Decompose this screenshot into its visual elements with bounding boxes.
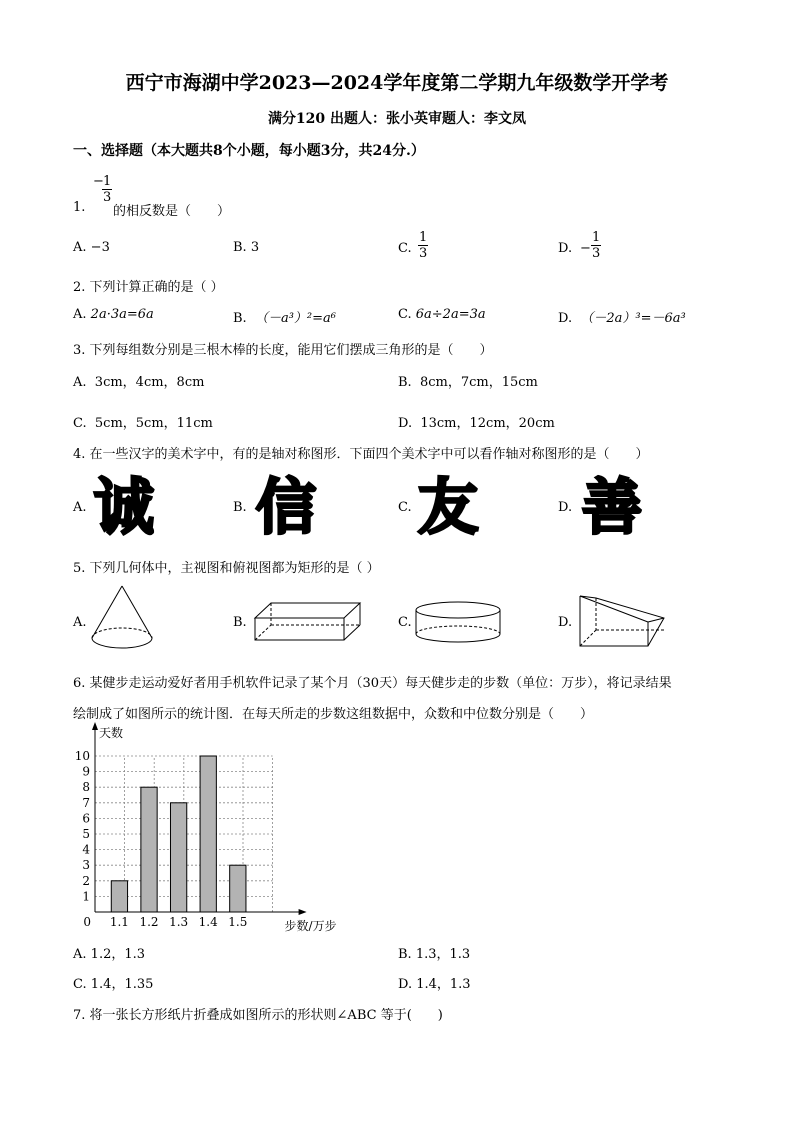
option-label: A. [73,240,87,255]
option-label: D. [558,311,573,326]
x-tick-label: 1.3 [169,915,189,929]
option-label: A. [73,947,87,962]
option-text: 3cm，4cm，8cm [94,375,205,390]
fraction-numerator: 1 [592,230,601,245]
q3-option-c [73,412,213,431]
question-1-fraction [102,174,112,205]
option-text: 2a·3a=6a [90,307,154,322]
cuboid-icon [252,600,364,644]
fraction-numerator: 1 [103,174,112,189]
q4-option-c-label: C. [398,500,412,515]
option-fraction [591,230,601,261]
question-5: 5. 下列几何体中，主视图和俯视图都为矩形的是（ ） [73,561,380,576]
section-heading: 一、选择题（本大题共8个小题，每小题3分，共24分.） [73,143,425,159]
option-label: D. [398,416,413,431]
option-text: 1.2，1.3 [90,947,146,962]
q4-option-d-label: D. [558,500,573,515]
option-text: 1.3，1.3 [415,947,471,962]
option-text: 8cm，7cm，15cm [419,375,538,390]
option-label: B. [398,947,412,962]
page-title: 西宁市海湖中学2023—2024学年度第二学期九年级数学开学考 [125,72,669,94]
bar-1.3 [170,803,186,912]
option-text: 1.4，1.35 [90,977,154,992]
option-label: A. [73,375,87,390]
question-2: 2. 下列计算正确的是（ ） [73,280,224,295]
y-tick-label: 10 [74,749,90,763]
bar-1.1 [111,881,127,912]
question-6-line-1: 6. 某健步走运动爱好者用手机软件记录了某个月（30天）每天健步走的步数（单位：万步），将记录结果 [73,676,672,691]
x-axis-arrow [299,909,307,915]
cylinder-icon [414,600,504,646]
option-label: C. [73,977,87,992]
q4-option-a-label: A. [73,500,87,515]
q6-option-d [398,973,471,992]
fraction-denominator: 3 [419,246,428,261]
option-label: A. [73,307,87,322]
option-text: 1.4，1.3 [416,977,471,992]
bar-1.2 [141,787,157,912]
question-1-minus: − [93,174,104,189]
q1-option-b [233,240,259,255]
q4-option-b-label: B. [233,500,247,515]
q5-option-b-label: B. [233,615,247,630]
q2-option-d [558,307,686,326]
question-1-number: 1. [73,200,86,215]
q6-option-a [73,943,145,962]
q4-option-a-char: 诚 [94,473,154,543]
q6-option-b [398,943,470,962]
x-tick-label: 1.4 [198,915,218,929]
option-text: 3 [250,240,260,255]
y-tick-label: 7 [82,795,90,810]
q2-option-a [73,307,154,322]
bar-chart [60,720,360,940]
q1-option-a [73,240,110,255]
option-label: B. [233,311,247,326]
y-axis-title: 天数 [99,726,124,740]
option-label: B. [398,375,412,390]
y-tick-label: 1 [82,889,90,904]
option-fraction [418,230,428,261]
option-label: D. [558,241,573,256]
bar-1.4 [200,756,216,912]
fraction-numerator: 1 [419,230,428,245]
question-3: 3. 下列每组数分别是三根木棒的长度，能用它们摆成三角形的是（ ） [73,343,493,358]
option-text: （－a³）²=a⁶ [254,311,336,326]
q6-option-c [73,973,153,992]
q5-option-a-label: A. [73,615,87,630]
q5-option-d-label: D. [558,615,573,630]
bar-1.5 [230,865,246,912]
y-tick-label: 5 [82,827,90,841]
y-tick-label: 4 [82,842,90,857]
option-text: 13cm，12cm，20cm [420,416,555,431]
option-label: B. [233,240,247,255]
question-1-text: 的相反数是（ ） [113,204,231,219]
x-axis-title: 步数/万步 [284,919,337,933]
y-tick-label: 2 [82,873,90,888]
q4-option-b-char: 信 [256,473,316,543]
x-tick-label: 1.2 [139,915,159,929]
option-label: C. [73,416,87,431]
option-label: C. [398,307,412,322]
x-tick-label: 1.1 [109,915,129,929]
option-text: 6a÷2a=3a [415,307,486,322]
q4-option-d-char: 善 [582,473,642,543]
y-axis-arrow [92,722,98,730]
q3-option-a [73,371,204,390]
q2-option-c [398,307,486,322]
triangular-prism-icon [576,594,668,650]
question-7: 7. 将一张长方形纸片折叠成如图所示的形状则∠ABC 等于( ) [73,1008,443,1023]
q3-option-b [398,371,538,390]
q2-option-b [233,307,336,326]
fraction-denominator: 3 [592,246,601,261]
option-text: （－2a）³=－6a³ [580,311,686,326]
y-tick-label: 6 [82,811,90,826]
option-minus: − [580,241,591,256]
fraction-denominator: 3 [103,190,112,205]
question-4: 4. 在一些汉字的美术字中，有的是轴对称图形．下面四个美术字中可以看作轴对称图形的是（ ） [73,447,649,462]
option-text: −3 [90,240,110,255]
cone-icon [88,584,158,656]
question-6-line-2: 绘制成了如图所示的统计图．在每天所走的步数这组数据中，众数和中位数分别是（ ） [73,707,594,722]
y-tick-label: 3 [82,858,90,873]
y-tick-label: 8 [82,780,90,795]
x-tick-label: 1.5 [228,915,248,929]
origin-label: 0 [83,915,91,929]
q3-option-d [398,412,555,431]
q4-option-c-char: 友 [418,473,478,543]
option-label: C. [398,241,412,256]
q5-option-c-label: C. [398,615,412,630]
page-subtitle: 满分120 出题人：张小英审题人：李文凤 [267,111,527,127]
option-text: 5cm，5cm，11cm [94,416,213,431]
option-label: D. [398,977,413,992]
y-tick-label: 9 [82,764,90,779]
